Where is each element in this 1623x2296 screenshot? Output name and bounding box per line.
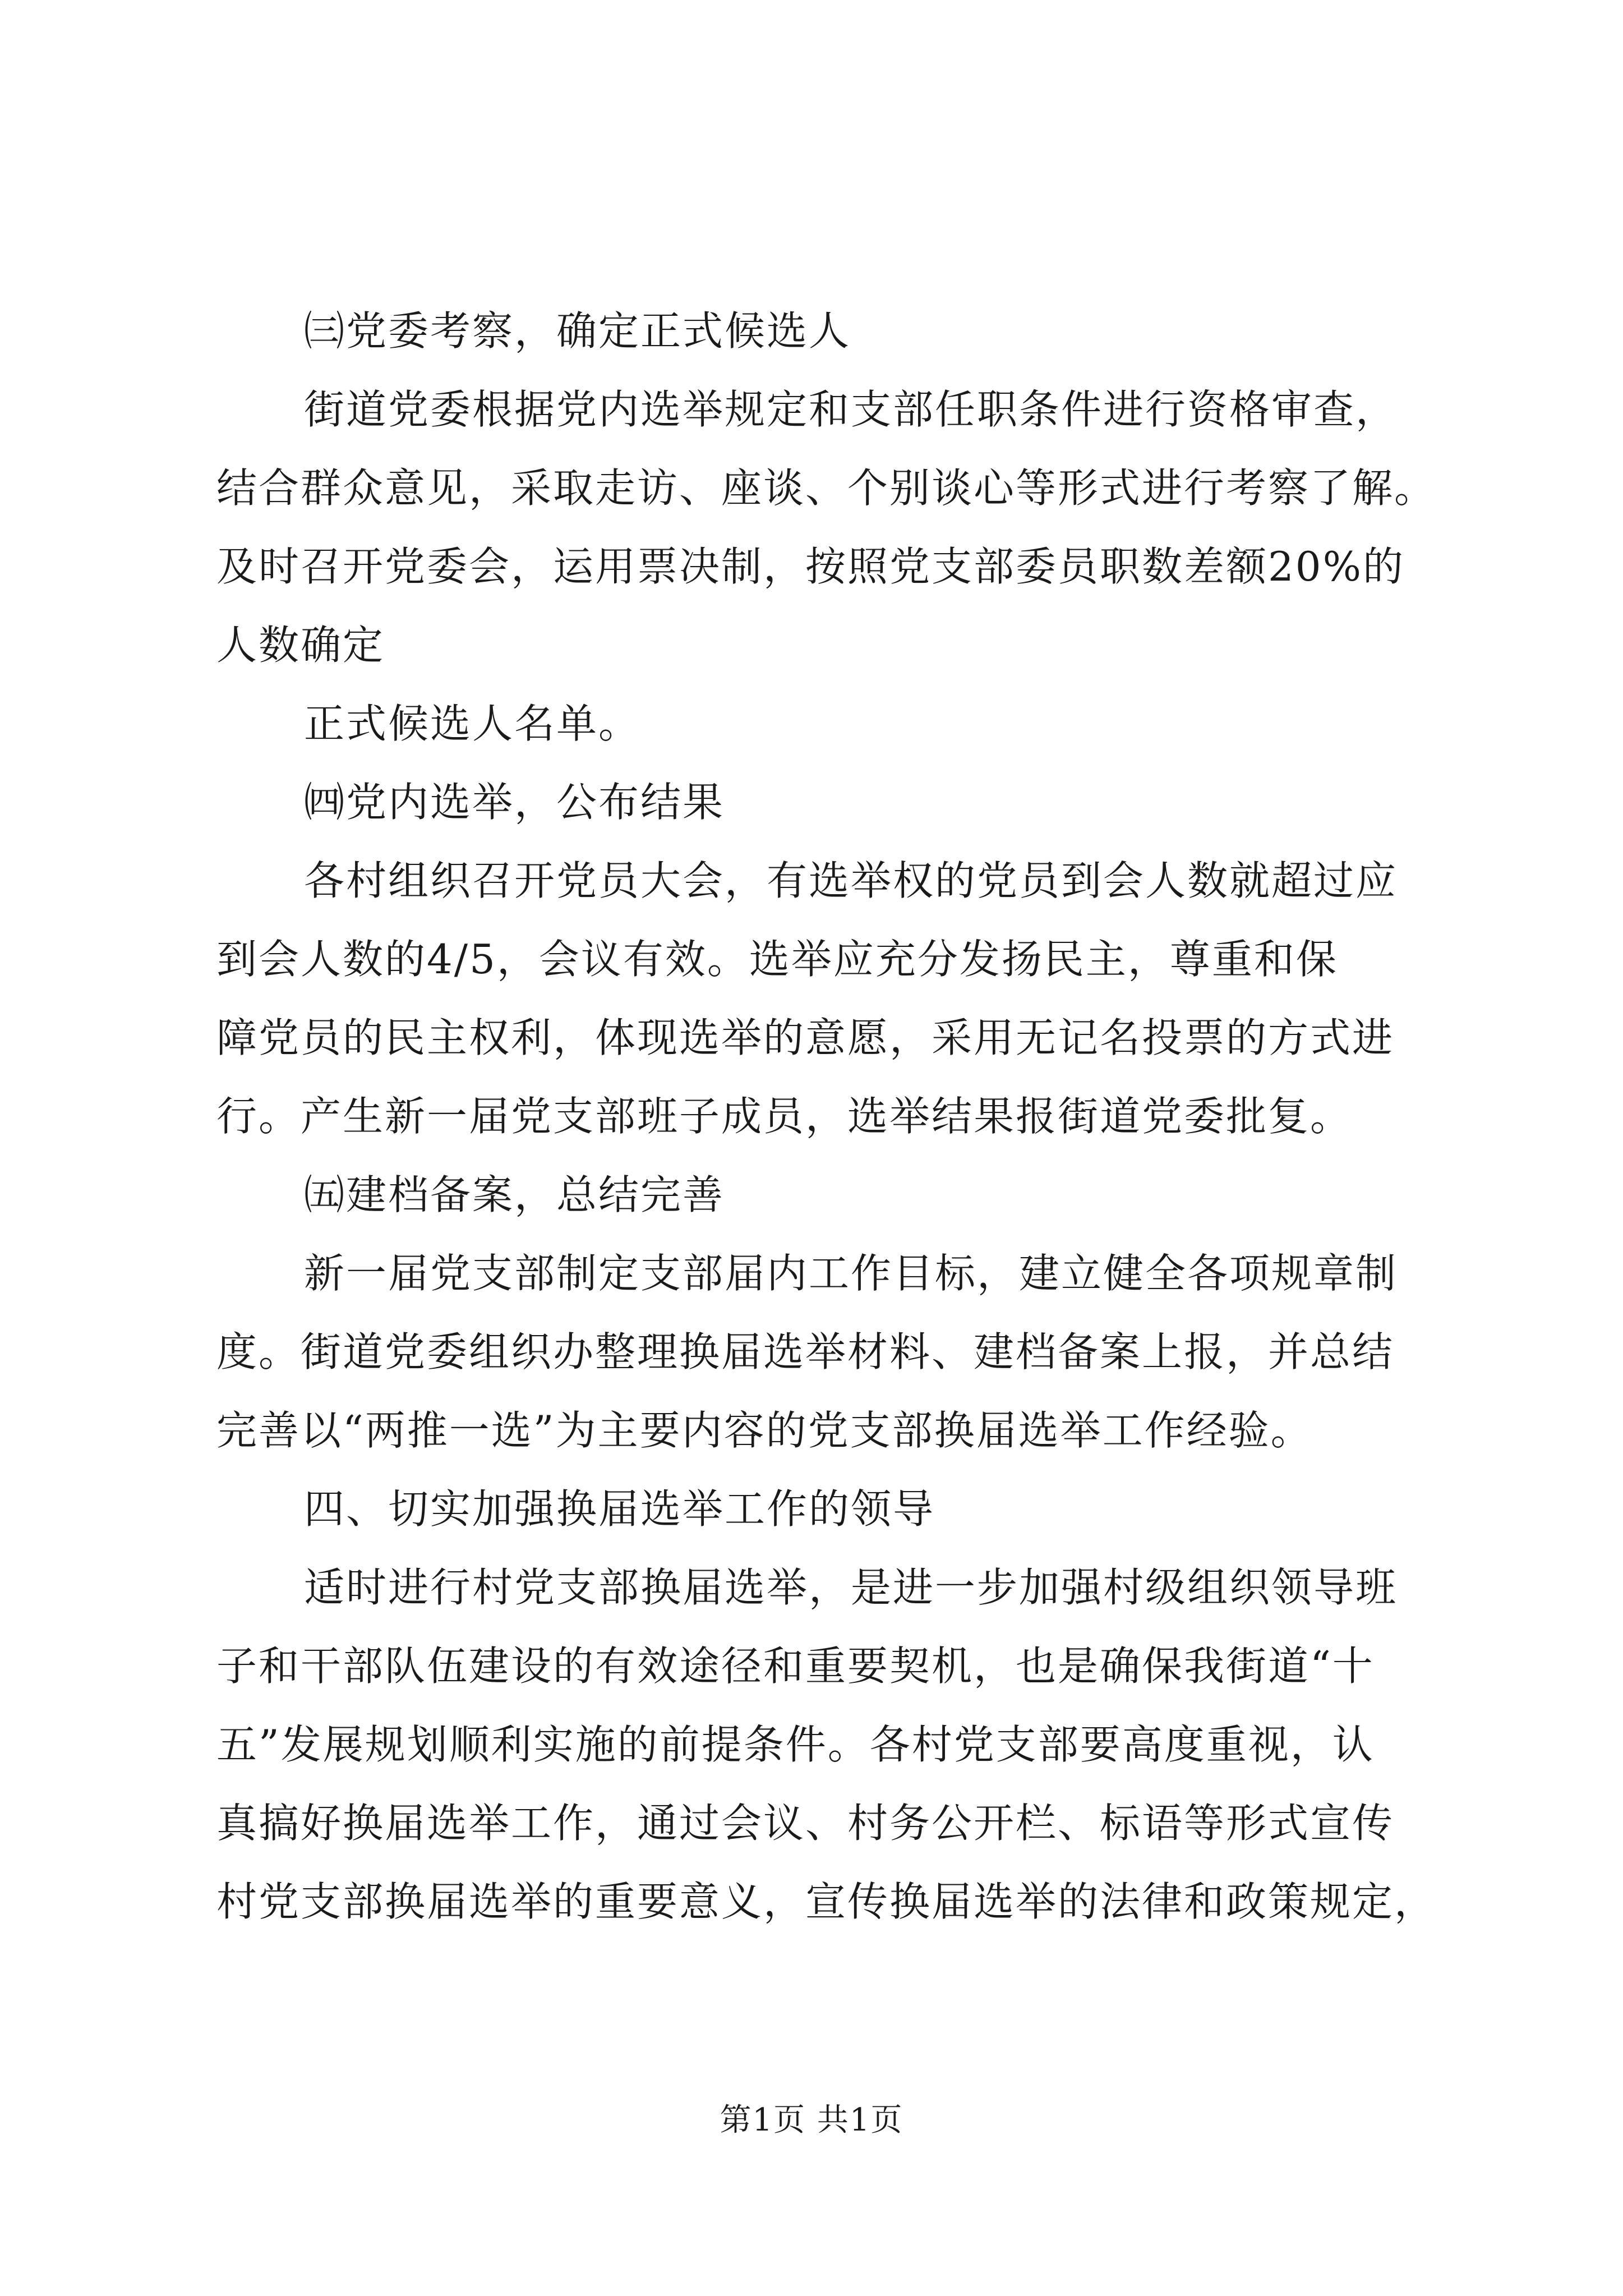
paragraph-line: 五”发展规划顺利实施的前提条件。各村党支部要高度重视，认 — [216, 1721, 1375, 1768]
paragraph-line: 及时召开党委会，运用票决制，按照党支部委员职数差额20%的 — [216, 543, 1405, 590]
document-body — [216, 292, 1437, 1941]
heading-5: ㈤建档备案，总结完善 — [304, 1171, 725, 1218]
paragraph-line: 行。产生新一届党支部班子成员，选举结果报街道党委批复。 — [216, 1093, 1353, 1140]
paragraph-line: 村党支部换届选举的重要意义，宣传换届选举的法律和政策规定， — [216, 1878, 1437, 1925]
paragraph-line: 新一届党支部制定支部届内工作目标，建立健全各项规章制 — [304, 1250, 1398, 1297]
paragraph-line: 人数确定 — [216, 622, 385, 669]
paragraph-line: 度。街道党委组织办整理换届选举材料、建档备案上报，并总结 — [216, 1328, 1395, 1375]
heading-3: ㈢党委考察，确定正式候选人 — [304, 307, 851, 355]
heading-4: ㈣党内选举，公布结果 — [304, 779, 725, 826]
paragraph-line: 街道党委根据党内选举规定和支部任职条件进行资格审查， — [304, 386, 1398, 433]
paragraph-line: 障党员的民主权利，体现选举的意愿，采用无记名投票的方式进 — [216, 1014, 1395, 1061]
page-footer: 第1页 共1页 — [720, 2102, 903, 2138]
paragraph-line: 适时进行村党支部换届选举，是进一步加强村级组织领导班 — [304, 1564, 1398, 1611]
paragraph-line: 真搞好换届选举工作，通过会议、村务公开栏、标语等形式宣传 — [216, 1800, 1395, 1847]
section-heading-4: 四、切实加强换届选举工作的领导 — [304, 1485, 935, 1533]
paragraph-line: 子和干部队伍建设的有效途径和重要契机，也是确保我街道“十 — [216, 1642, 1375, 1690]
paragraph-line: 各村组织召开党员大会，有选举权的党员到会人数就超过应 — [304, 857, 1398, 904]
paragraph-line: 正式候选人名单。 — [304, 700, 641, 747]
paragraph-line: 到会人数的4/5，会议有效。选举应充分发扬民主，尊重和保 — [216, 936, 1338, 983]
paragraph-line: 结合群众意见，采取走访、座谈、个别谈心等形式进行考察了解。 — [216, 464, 1437, 512]
paragraph-line: 完善以“两推一选”为主要内容的党支部换届选举工作经验。 — [216, 1407, 1313, 1454]
